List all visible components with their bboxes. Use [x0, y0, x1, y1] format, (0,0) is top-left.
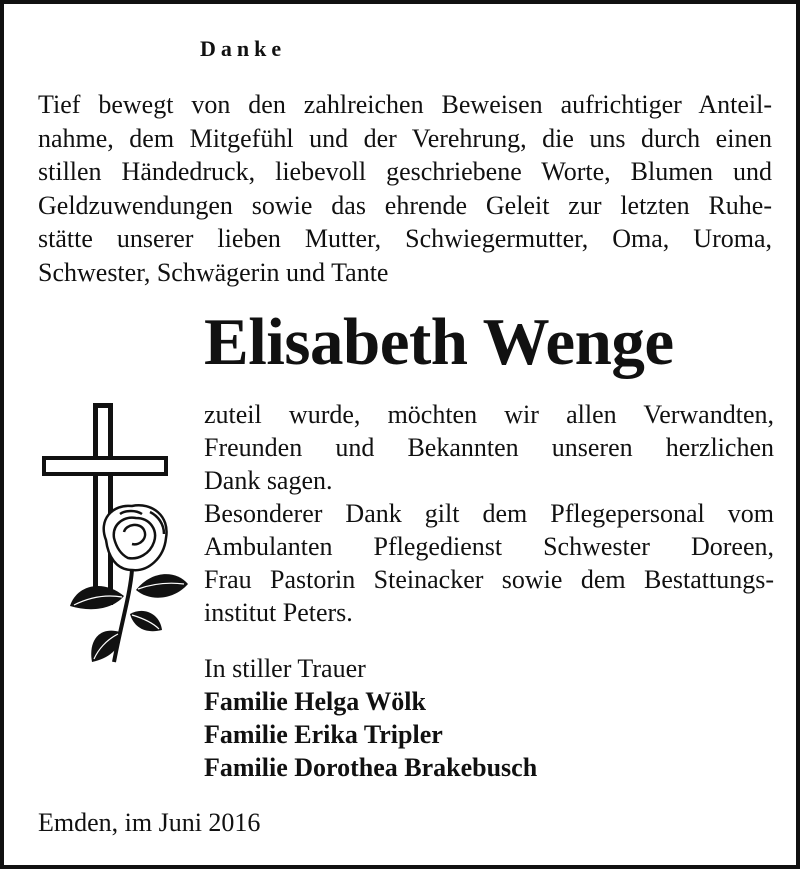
intro-line: nahme, dem Mitgefühl und der Verehrung, die uns durch einen [38, 123, 772, 153]
family-name: Familie Dorothea Brakebusch [204, 753, 538, 782]
thanks-line: Ambulanten Pflegedienst Schwester Doreen, [204, 532, 774, 561]
thanks-paragraph [204, 398, 774, 629]
place-date: Emden, im Juni 2016 [38, 808, 261, 837]
thanks-line: Frau Pastorin Steinacker sowie dem Bestattungs- [204, 565, 774, 594]
intro-line: Tief bewegt von den zahlreichen Beweisen aufrichtiger Anteil- [38, 90, 772, 119]
intro-line: Schwester, Schwägerin und Tante [38, 257, 389, 287]
thanks-line: institut Peters. [204, 598, 353, 627]
heading-danke: Danke [200, 36, 287, 61]
thanks-line: Freunden und Bekannten unseren herzlichen [204, 433, 774, 462]
intro-paragraph [38, 88, 772, 289]
thanks-line: Besonderer Dank gilt dem Pflegepersonal vom [204, 499, 774, 528]
mourning-label: In stiller Trauer [204, 654, 366, 683]
family-name: Familie Helga Wölk [204, 687, 426, 716]
intro-line: stätte unserer lieben Mutter, Schwiegermutter, Oma, Uroma, [38, 224, 772, 253]
cross-with-rose-icon [40, 400, 190, 670]
deceased-name: Elisabeth Wenge [204, 305, 674, 379]
intro-line: stillen Händedruck, liebevoll geschriebene Worte, Blumen und [38, 157, 772, 186]
thanks-line: zuteil wurde, möchten wir allen Verwandten, [204, 400, 774, 429]
thanks-line: Dank sagen. [204, 466, 333, 495]
signature-block [204, 652, 537, 784]
intro-line: Geldzuwendungen sowie das ehrende Geleit zur letzten Ruhe- [38, 190, 772, 220]
family-name: Familie Erika Tripler [204, 720, 443, 749]
